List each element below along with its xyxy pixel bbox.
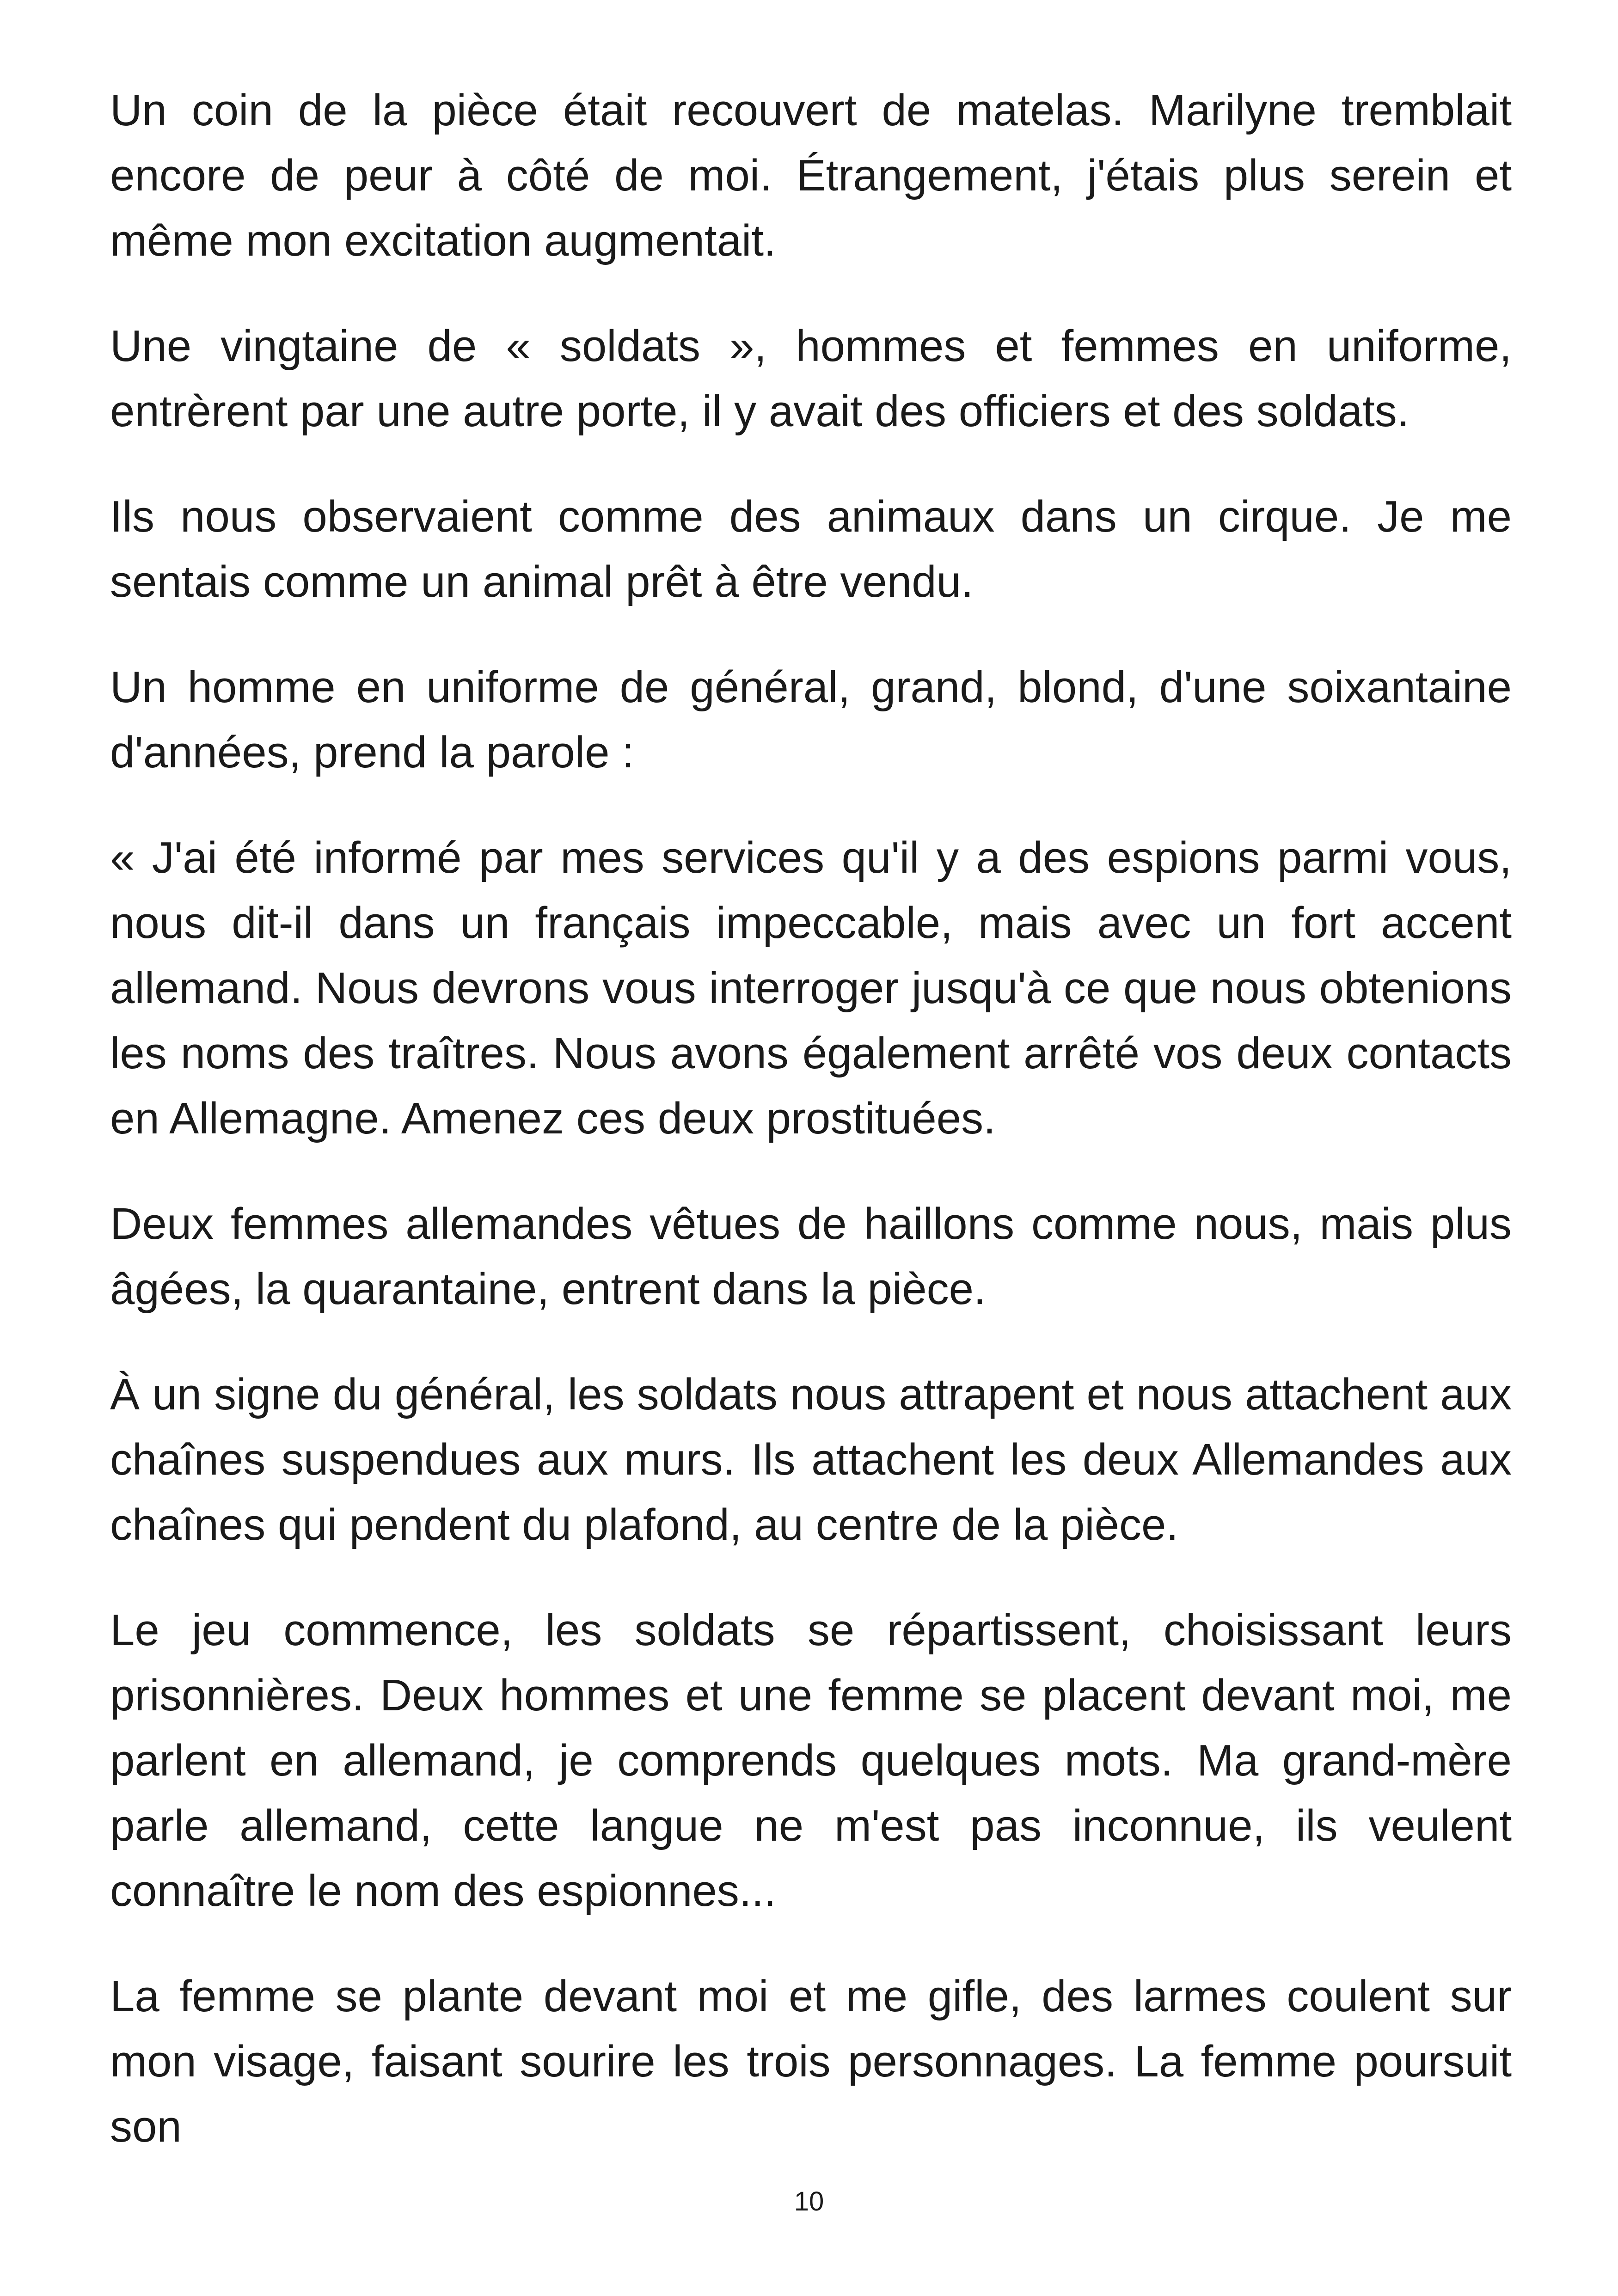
paragraph-4: Un homme en uniforme de général, grand, blond, d'une soixantaine d'années, prend la parole : xyxy=(110,662,1512,777)
paragraph-2: Une vingtaine de « soldats », hommes et femmes en uniforme, entrèrent par une autre porte, il y avait des officiers et des soldats. xyxy=(110,321,1512,436)
paragraph-8: Le jeu commence, les soldats se répartissent, choisissant leurs prisonnières. Deux hommes et une femme se placent devant moi, me parlent en allemand, je comprends quelques mots. Ma grand-mère parle allemand, cette langue ne m'est pas inconnue, ils veulent connaître le nom des espionnes... xyxy=(110,1605,1512,1916)
paragraph-9: La femme se plante devant moi et me gifle, des larmes coulent sur mon visage, faisant sourire les trois personnages. La femme poursuit son xyxy=(110,1971,1512,2151)
paragraph-5: « J'ai été informé par mes services qu'il y a des espions parmi vous, nous dit-il dans un français impeccable, mais avec un fort accent allemand. Nous devrons vous interroger jusqu'à ce que nous obtenions les noms des traîtres. Nous avons également arrêté vos deux contacts en Allemagne. Amenez ces deux prostituées. xyxy=(110,833,1512,1143)
page-number: 10 xyxy=(794,2186,824,2216)
paragraph-3: Ils nous observaient comme des animaux dans un cirque. Je me sentais comme un animal prêt à être vendu. xyxy=(110,492,1512,606)
paragraph-7: À un signe du général, les soldats nous attrapent et nous attachent aux chaînes suspendues aux murs. Ils attachent les deux Allemandes aux chaînes qui pendent du plafond, au centre de la pièce. xyxy=(110,1370,1512,1549)
paragraph-1: Un coin de la pièce était recouvert de matelas. Marilyne tremblait encore de peur à côté de moi. Étrangement, j'étais plus serein et même mon excitation augmentait. xyxy=(110,86,1512,265)
page-body xyxy=(110,78,1512,2159)
paragraph-6: Deux femmes allemandes vêtues de haillons comme nous, mais plus âgées, la quarantaine, entrent dans la pièce. xyxy=(110,1199,1512,1314)
